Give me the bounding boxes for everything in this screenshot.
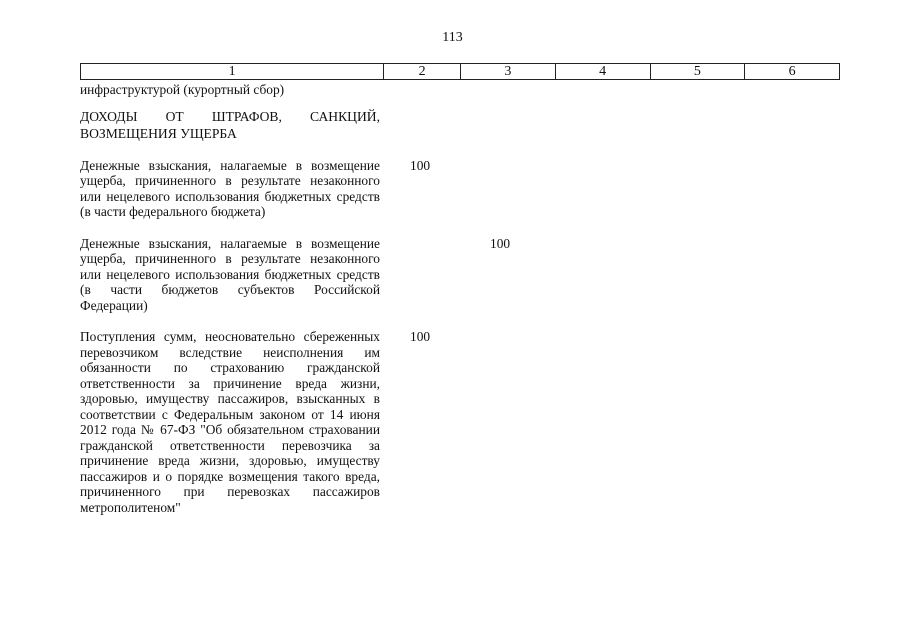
row-value-col3: 100 (490, 235, 511, 251)
column-header-2: 2 (384, 64, 461, 79)
table-row (80, 158, 840, 220)
column-header-3: 3 (461, 64, 556, 79)
section-heading: ДОХОДЫ ОТ ШТРАФОВ, САНКЦИЙ, ВОЗМЕЩЕНИЯ УЩЕРБА (80, 108, 380, 141)
table-row (80, 329, 840, 515)
row-description: Поступления сумм, неосновательно сбереженных перевозчиком вследствие неисполнения им обязанности по страхованию гражданской ответственности за причинение вреда жизни, здоровью, имуществу пассажиров, взысканных в соответствии с Федеральным законом от 14 июня 2012 года № 67-ФЗ "Об обязательном страховании гражданской ответственности перевозчика за причинение вреда жизни, здоровью, имуществу пассажиров и о порядке возмещения такого вреда, причиненного при перевозках пассажиров метрополитеном" (80, 329, 380, 515)
row-description: Денежные взыскания, налагаемые в возмещение ущерба, причиненного в результате незаконного или нецелевого использования бюджетных средств (в части федерального бюджета) (80, 157, 380, 219)
row-value-col2: 100 (410, 329, 431, 344)
table-header-row (80, 63, 840, 80)
carryover-row (80, 82, 840, 98)
column-header-5: 5 (651, 64, 746, 79)
column-header-6: 6 (788, 64, 796, 79)
row-description: Денежные взыскания, налагаемые в возмещение ущерба, причиненного в результате незаконного или нецелевого использования бюджетных средств (в части бюджетов субъектов Российской Федерации) (80, 235, 380, 313)
column-header-4: 4 (556, 64, 651, 79)
table-row (80, 236, 840, 314)
table-body (80, 82, 840, 515)
carryover-text: инфраструктурой (курортный сбор) (80, 82, 285, 97)
section-heading-row (80, 108, 840, 142)
page-number: 113 (442, 30, 463, 45)
row-value-col2: 100 (410, 157, 431, 173)
column-header-1: 1 (81, 64, 384, 79)
